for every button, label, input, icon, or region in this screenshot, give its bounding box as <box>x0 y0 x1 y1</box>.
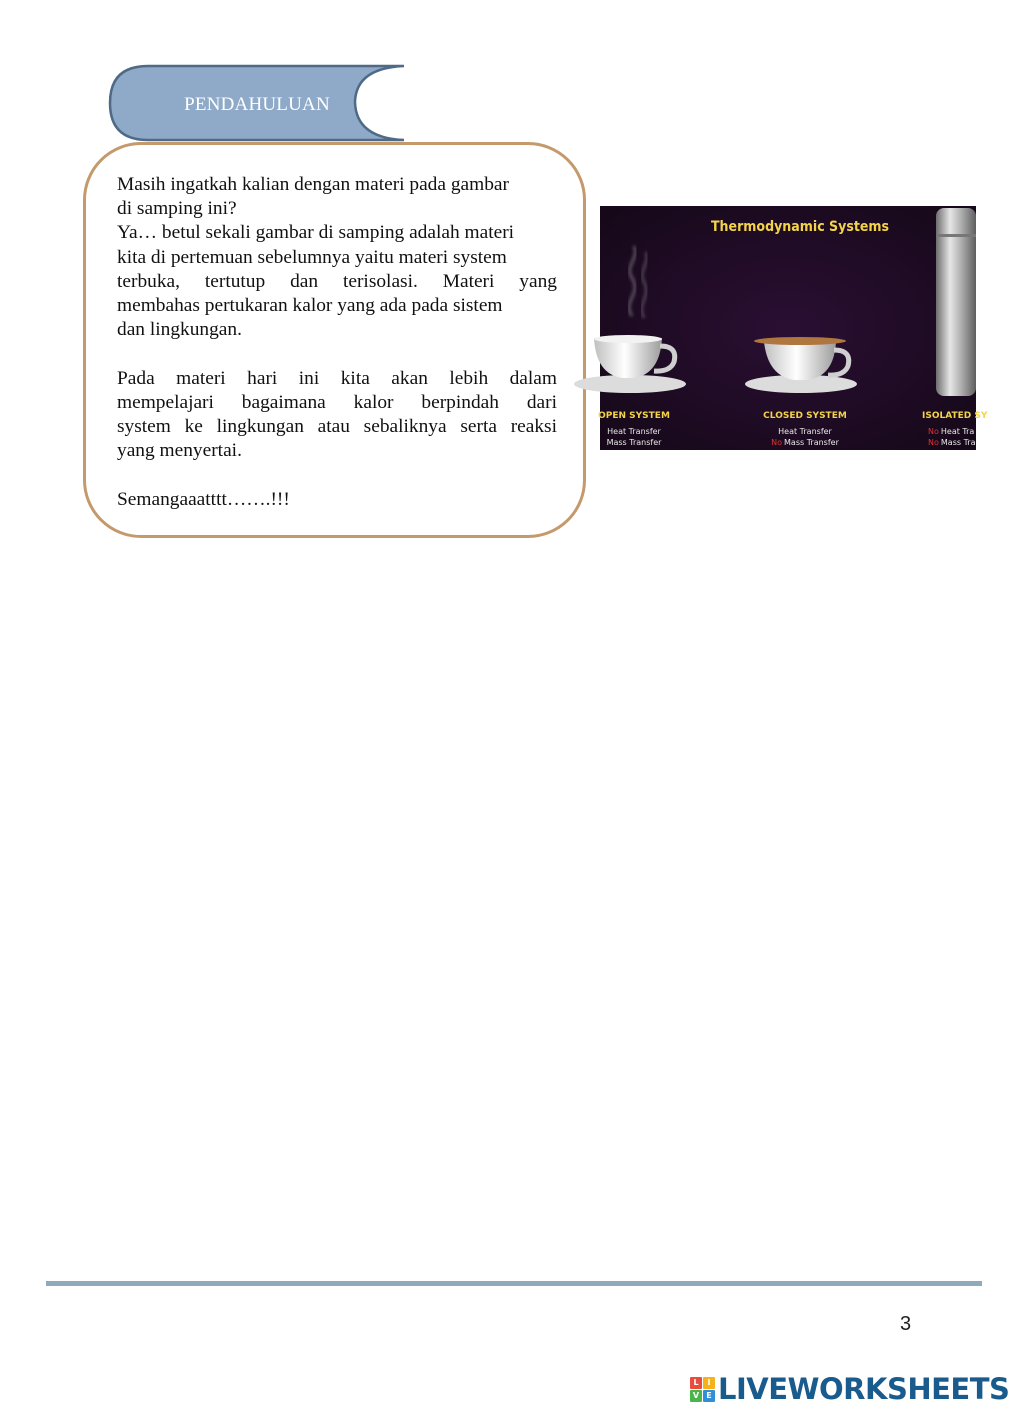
intro-paragraph-1 <box>117 173 557 342</box>
text-line: di samping ini? <box>117 198 237 220</box>
panel-label: CLOSED SYSTEM <box>763 411 847 421</box>
logo-tile: E <box>703 1390 715 1402</box>
text-line: terbuka, tertutup dan terisolasi. Materi yang <box>117 270 557 292</box>
text-line: Pada materi hari ini kita akan lebih dalam <box>117 367 557 389</box>
panel-isolated-system <box>922 411 988 447</box>
text-line: membahas pertukaran kalor yang ada pada sistem <box>117 295 503 317</box>
text-line: kita di pertemuan sebelumnya yaitu materi system <box>117 246 507 268</box>
liveworksheets-logo[interactable] <box>690 1373 1009 1405</box>
intro-closing: Semangaaatttt…….!!! <box>117 488 290 510</box>
panel-open-system <box>598 411 670 447</box>
text-line: mempelajari bagaimana kalor berpindah dari <box>117 391 557 413</box>
panel-heat: Heat Transfer <box>778 427 832 436</box>
logo-tile: V <box>690 1390 702 1402</box>
footer-divider <box>46 1281 982 1286</box>
intro-paragraph-2 <box>117 367 557 464</box>
isolated-system-flask <box>936 208 976 396</box>
panel-mass: No Mass Tra <box>928 438 976 447</box>
intro-text <box>117 173 557 512</box>
panel-heat: No Heat Tra <box>928 427 975 436</box>
panel-heat: Heat Transfer <box>607 427 661 436</box>
text-line: system ke lingkungan atau sebaliknya serta reaksi <box>117 416 557 438</box>
logo-tile: L <box>690 1377 702 1389</box>
brand-name: LIVEWORKSHEETS <box>718 1372 1009 1406</box>
text-line: Masih ingatkah kalian dengan materi pada gambar <box>117 174 509 195</box>
panel-label: ISOLATED SY <box>922 411 988 421</box>
logo-tile: I <box>703 1377 715 1389</box>
text-line: dan lingkungan. <box>117 319 242 341</box>
text-line: yang menyertai. <box>117 440 242 462</box>
text-line: Ya… betul sekali gambar di samping adalah materi <box>117 222 515 244</box>
page-number: 3 <box>900 1313 912 1335</box>
figure-title: Thermodynamic Systems <box>710 219 890 235</box>
panel-mass: Mass Transfer <box>606 438 662 447</box>
panel-label: OPEN SYSTEM <box>598 411 670 421</box>
thermodynamic-systems-figure <box>598 206 988 450</box>
section-title: PENDAHULUAN <box>184 94 330 115</box>
panel-mass: No Mass Transfer <box>771 438 839 447</box>
liveworksheets-icon <box>690 1377 715 1402</box>
